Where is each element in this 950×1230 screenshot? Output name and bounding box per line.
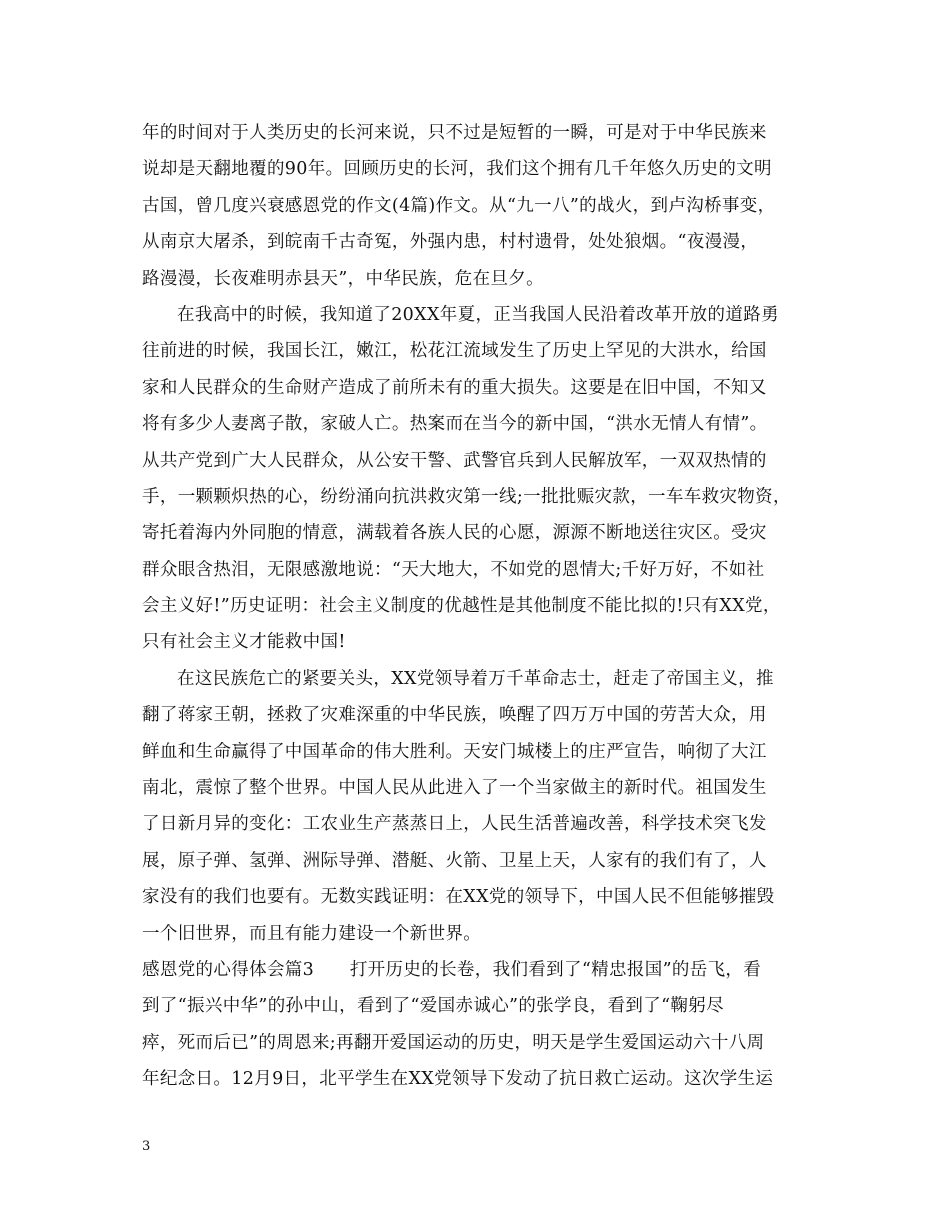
- text-line: 将有多少人妻离子散，家破人亡。热案而在当今的新中国，“洪水无情人有情”。: [142, 414, 768, 435]
- document-body: [142, 115, 822, 1098]
- text-line: 路漫漫，长夜难明赤县天”，中华民族，危在旦夕。: [142, 268, 544, 289]
- text-line: 瘁，死而后已”的周恩来;再翻开爱国运动的历史，明天是学生爱国运动六十八周: [142, 1032, 765, 1053]
- text-line: 家没有的我们也要有。无数实践证明：在XX党的领导下，中国人民不但能够摧毁: [142, 887, 775, 908]
- page-number: 3: [142, 1139, 151, 1154]
- text-line: 到了“振兴中华”的孙中山，看到了“爱国赤诚心”的张学良，看到了“鞠躬尽: [142, 996, 724, 1017]
- text-line: 在我高中的时候，我知道了20XX年夏，正当我国人民沿着改革开放的道路勇: [177, 304, 779, 325]
- text-line: 手，一颗颗炽热的心，纷纷涌向抗洪救灾第一线;一批批赈灾款，一车车救灾物资，: [142, 486, 791, 507]
- text-line: 年纪念日。12月9日，北平学生在XX党领导下发动了抗日救亡运动。这次学生运: [142, 1069, 774, 1090]
- text-line: 了日新月异的变化：工农业生产蒸蒸日上，人民生活普遍改善，科学技术突飞发: [142, 814, 767, 835]
- text-line: 只有社会主义才能救中国!: [142, 632, 346, 653]
- text-line: 一个旧世界，而且有能力建设一个新世界。: [142, 923, 482, 944]
- text-line: 说却是天翻地覆的90年。回顾历史的长河，我们这个拥有几千年悠久历史的文明: [142, 159, 772, 180]
- text-line: 从南京大屠杀，到皖南千古奇冤，外强内患，村村遗骨，处处狼烟。“夜漫漫，: [142, 232, 759, 253]
- text-line: 感恩党的心得体会篇3 打开历史的长卷，我们看到了“精忠报国”的岳飞，看: [142, 959, 762, 980]
- text-line: 年的时间对于人类历史的长河来说，只不过是短暂的一瞬，可是对于中华民族来: [142, 123, 767, 143]
- text-line: 在这民族危亡的紧要关头，XX党领导着万千革命志士，赶走了帝国主义，推: [177, 668, 774, 689]
- text-line: 从共产党到广大人民群众，从公安干警、武警官兵到人民解放军，一双双热情的: [142, 450, 767, 471]
- text-line: 展，原子弹、氢弹、洲际导弹、潜艇、火箭、卫星上天，人家有的我们有了，人: [142, 850, 767, 871]
- text-line: 古国，曾几度兴衰感恩党的作文(4篇)作文。从“九一八”的战火，到卢沟桥事变，: [142, 195, 776, 216]
- text-line: 翻了蒋家王朝，拯救了灾难深重的中华民族，唤醒了四万万中国的劳苦大众，用: [142, 705, 767, 726]
- text-line: 会主义好!”历史证明：社会主义制度的优越性是其他制度不能比拟的!只有XX党，: [142, 596, 781, 617]
- text-line: 家和人民群众的生命财产造成了前所未有的重大损失。这要是在旧中国，不知又: [142, 377, 767, 398]
- text-line: 往前进的时候，我国长江，嫩江，松花江流域发生了历史上罕见的大洪水，给国: [142, 341, 767, 362]
- text-line: 群众眼含热泪，无限感激地说：“天大地大，不如党的恩情大;千好万好，不如社: [142, 559, 765, 580]
- text-line: 寄托着海内外同胞的情意，满载着各族人民的心愿，源源不断地送往灾区。受灾: [142, 523, 767, 544]
- text-line: 鲜血和生命赢得了中国革命的伟大胜利。天安门城楼上的庄严宣告，响彻了大江: [142, 741, 767, 762]
- text-line: 南北，震惊了整个世界。中国人民从此进入了一个当家做主的新时代。祖国发生: [142, 778, 767, 799]
